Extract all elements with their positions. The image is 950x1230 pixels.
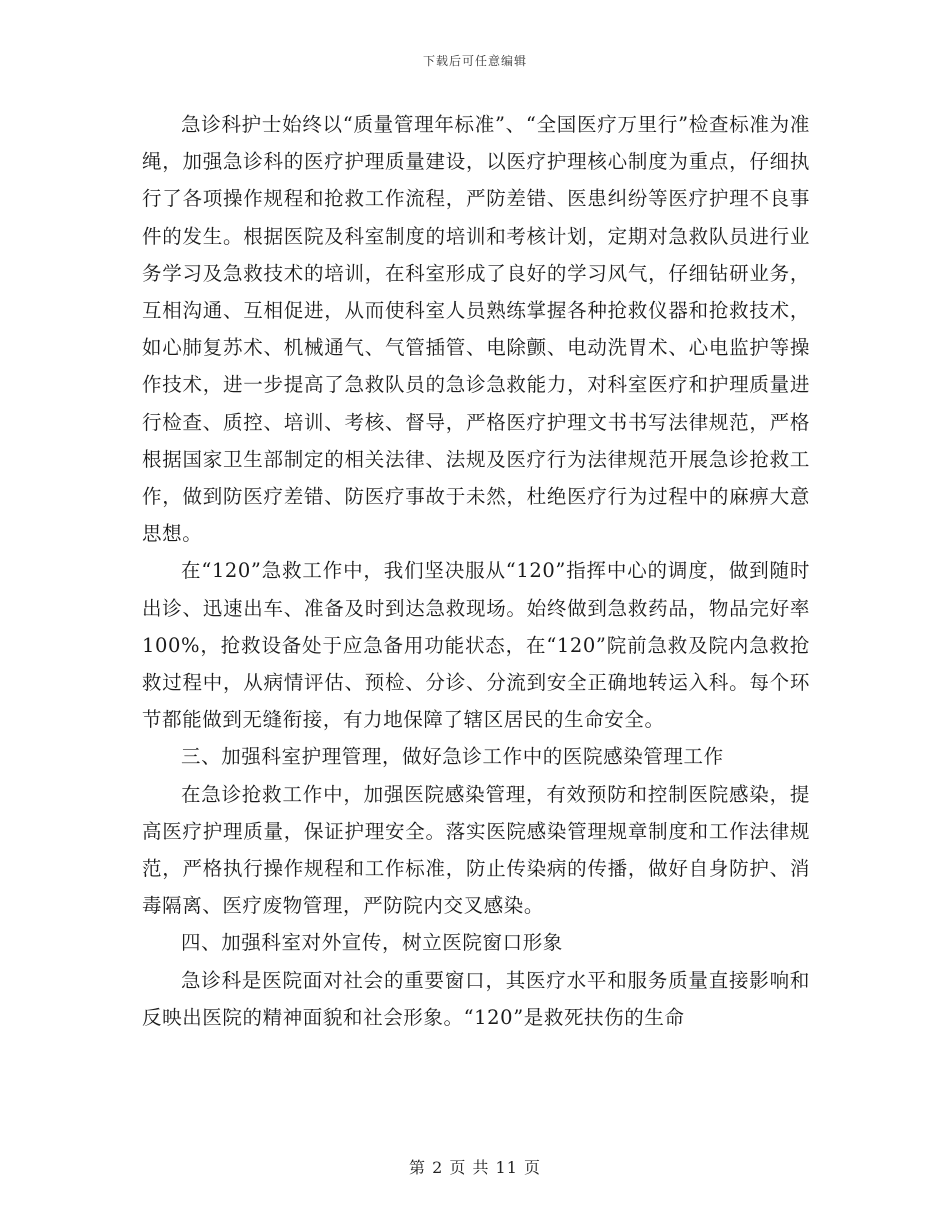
document-body	[142, 106, 810, 1036]
page-number: 第 2 页 共 11 页	[409, 1158, 541, 1177]
page-header-note: 下载后可任意编辑	[422, 54, 527, 68]
paragraph-infection-control: 在急诊抢救工作中，加强医院感染管理，有效预防和控制医院感染，提高医疗护理质量，保证护理安全。落实医院感染管理规章制度和工作法律规范，严格执行操作规程和工作标准，防止传染病的传播，做好自身防护、消毒隔离、医疗废物管理，严防院内交叉感染。	[142, 782, 810, 918]
section-heading-infection-control: 三、加强科室护理管理，做好急诊工作中的医院感染管理工作	[181, 745, 724, 769]
section-heading-publicity: 四、加强科室对外宣传，树立医院窗口形象	[181, 931, 563, 955]
paragraph-quality-management: 急诊科护士始终以“质量管理年标准”、“全国医疗万里行”检查标准为准绳，加强急诊科的医疗护理质量建设，以医疗护理核心制度为重点，仔细执行了各项操作规程和抢救工作流程，严防差错、医患纠纷等医疗护理不良事件的发生。根据医院及科室制度的培训和考核计划，定期对急救队员进行业务学习及急救技术的培训，在科室形成了良好的学习风气，仔细钻研业务，互相沟通、互相促进，从而使科室人员熟练掌握各种抢救仪器和抢救技术，如心肺复苏术、机械通气、气管插管、电除颤、电动洗胃术、心电监护等操作技术，进一步提高了急救队员的急诊急救能力，对科室医疗和护理质量进行检查、质控、培训、考核、督导，严格医疗护理文书书写法律规范，严格根据国家卫生部制定的相关法律、法规及医疗行为法律规范开展急诊抢救工作，做到防医疗差错、防医疗事故于未然，杜绝医疗行为过程中的麻痹大意思想。	[142, 113, 810, 546]
paragraph-publicity: 急诊科是医院面对社会的重要窗口，其医疗水平和服务质量直接影响和反映出医院的精神面貌和社会形象。“120”是救死扶伤的生命	[142, 968, 810, 1029]
paragraph-120-emergency: 在“120”急救工作中，我们坚决服从“120”指挥中心的调度，做到随时出诊、迅速出车、准备及时到达急救现场。始终做到急救药品，物品完好率100%，抢救设备处于应急备用功能状态，在“120”院前急救及院内急救抢救过程中，从病情评估、预检、分诊、分流到安全正确地转运入科。每个环节都能做到无缝衔接，有力地保障了辖区居民的生命安全。	[142, 559, 810, 732]
